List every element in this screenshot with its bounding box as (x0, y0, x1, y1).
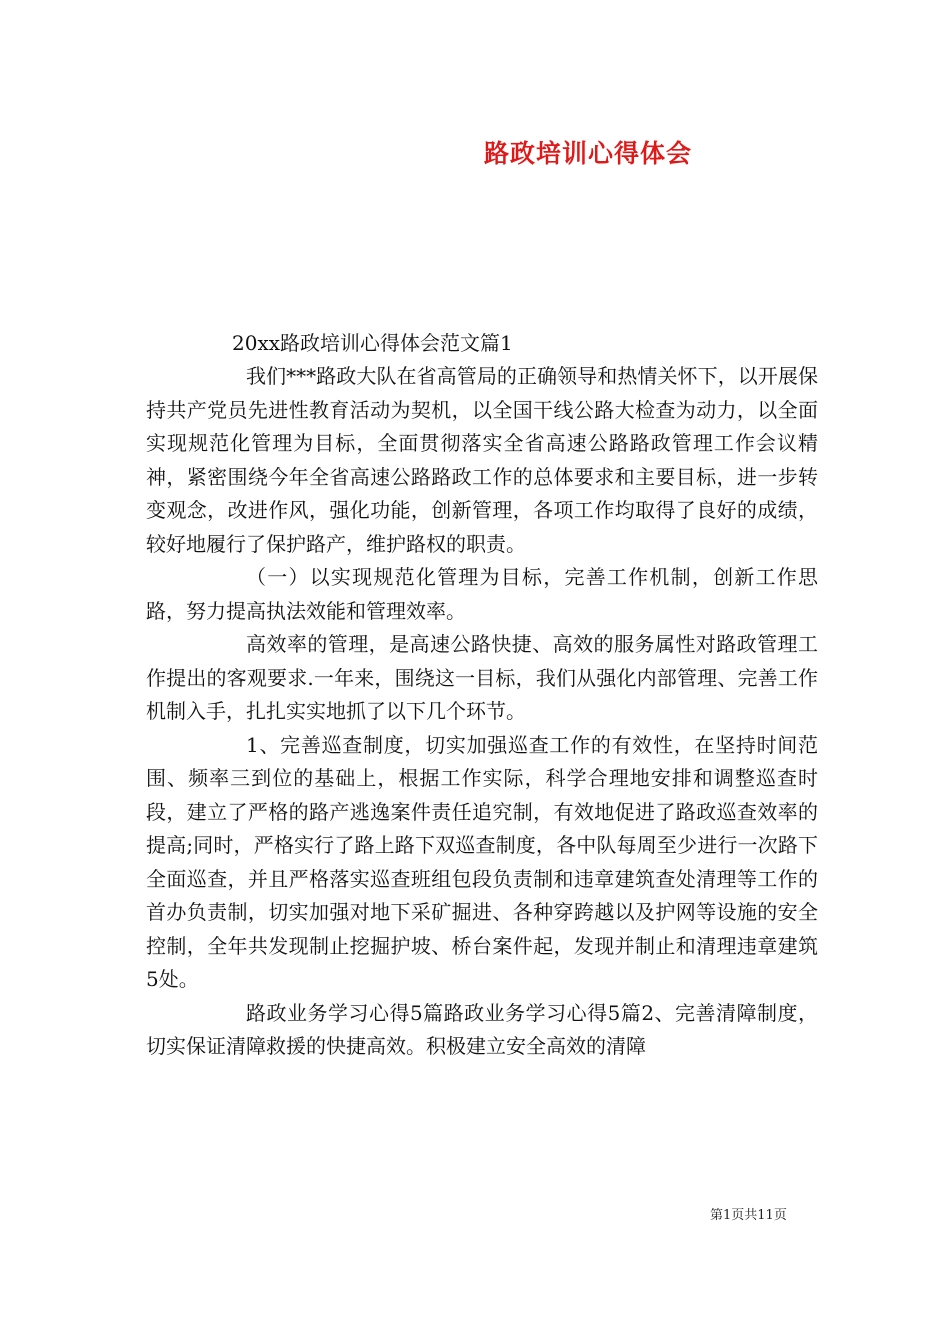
paragraph-3: 高效率的管理，是高速公路快捷、高效的服务属性对路政管理工作提出的客观要求.一年来，围绕这一目标，我们从强化内部管理、完善工作机制入手，扎扎实实地抓了以下几个环节。 (146, 632, 818, 723)
paragraph-1: 我们***路政大队在省高管局的正确领导和热情关怀下，以开展保持共产党员先进性教育活动为契机，以全国干线公路大检查为动力，以全面实现规范化管理为目标，全面贯彻落实全省高速公路路政管理工作会议精神，紧密围绕今年全省高速公路路政工作的总体要求和主要目标，进一步转变观念，改进作风，强化功能，创新管理，各项工作均取得了良好的成绩，较好地履行了保护路产，维护路权的职责。 (146, 364, 818, 556)
paragraph-2: （一）以实现规范化管理为目标，完善工作机制，创新工作思路，努力提高执法效能和管理效率。 (146, 565, 818, 623)
document-body (146, 360, 818, 1064)
page-number: 第1页共11页 (710, 1208, 787, 1223)
document-subtitle: 20xx路政培训心得体会范文篇1 (232, 331, 513, 355)
paragraph-4: 1、完善巡查制度，切实加强巡查工作的有效性，在坚持时间范围、频率三到位的基础上，根据工作实际，科学合理地安排和调整巡查时段，建立了严格的路产逃逸案件责任追究制，有效地促进了路政巡查效率的提高;同时，严格实行了路上路下双巡查制度，各中队每周至少进行一次路下全面巡查，并且严格落实巡查班组包段负责制和违章建筑查处清理等工作的首办负责制，切实加强对地下采矿掘进、各种穿跨越以及护网等设施的安全控制，全年共发现制止挖掘护坡、桥台案件起，发现并制止和清理违章建筑5处。 (146, 732, 818, 991)
document-title: 路政培训心得体会 (483, 139, 692, 168)
paragraph-5: 路政业务学习心得5篇路政业务学习心得5篇2、完善清障制度，切实保证清障救援的快捷高效。积极建立安全高效的清障 (146, 1000, 818, 1058)
